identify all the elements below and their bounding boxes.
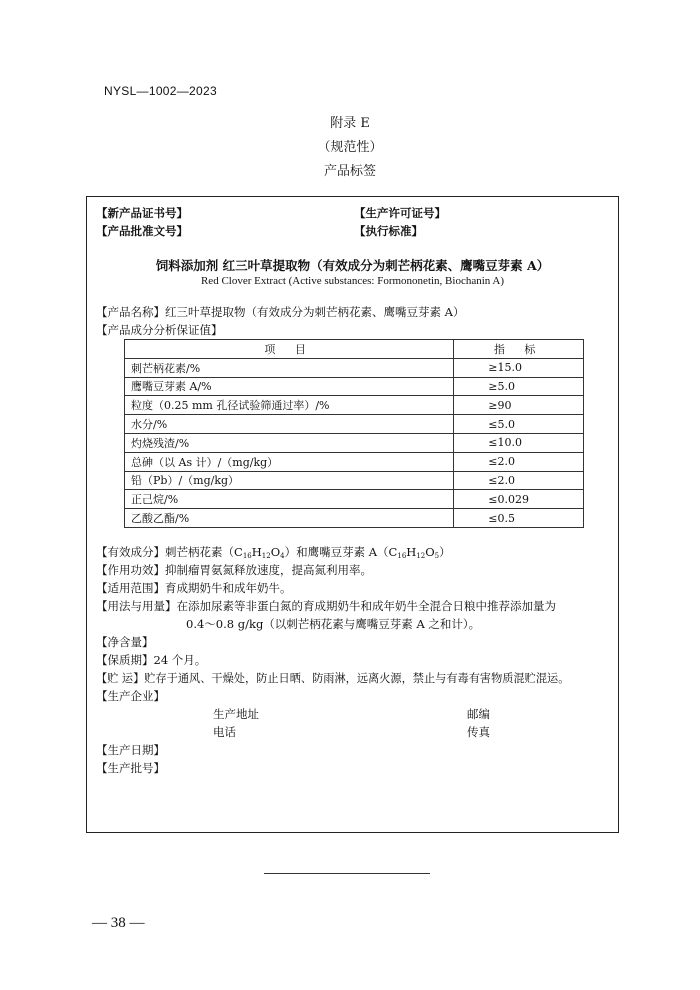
usage-row-continued: 0.4～0.8 g/kg（以刺芒柄花素与鹰嘴豆芽素 A 之和计）。 — [186, 617, 481, 631]
table-cell-item: 总砷（以 As 计）/（mg/kg） — [125, 452, 454, 471]
postcode-label: 邮编 — [467, 707, 490, 721]
appendix-title: 附录 E — [330, 116, 370, 131]
table-cell-item: 正己烷/% — [125, 490, 454, 509]
document-number: NYSL—1002—2023 — [104, 84, 217, 98]
table-cell-item: 铅（Pb）/（mg/kg） — [125, 471, 454, 490]
table-cell-item: 粒度（0.25 mm 孔径试验筛通过率）/% — [125, 396, 454, 415]
table-row — [125, 471, 584, 490]
table-row — [125, 433, 584, 452]
table-header-spec: 指 标 — [454, 340, 584, 359]
production-date-row: 【生产日期】 — [96, 743, 165, 757]
phone-label: 电话 — [213, 725, 236, 739]
table-cell-item: 灼烧残渣/% — [125, 433, 454, 452]
field-standard: 【执行标准】 — [354, 224, 423, 238]
table-cell-value: ≤2.0 — [454, 471, 584, 490]
table-row — [125, 396, 584, 415]
table-cell-item: 鹰嘴豆芽素 A/% — [125, 377, 454, 396]
table-cell-item: 乙酸乙酯/% — [125, 509, 454, 528]
analysis-heading: 【产品成分分析保证值】 — [96, 323, 223, 337]
table-cell-value: ≤2.0 — [454, 452, 584, 471]
table-header-row — [125, 340, 584, 359]
net-content-row: 【净含量】 — [96, 635, 154, 649]
table-cell-item: 刺芒柄花素/% — [125, 358, 454, 377]
table-cell-value: ≤10.0 — [454, 433, 584, 452]
product-name-row: 【产品名称】红三叶草提取物（有效成分为刺芒柄花素、鹰嘴豆芽素 A） — [96, 305, 465, 319]
table-row — [125, 490, 584, 509]
table-cell-value: ≤0.5 — [454, 509, 584, 528]
table-cell-value: ≤0.029 — [454, 490, 584, 509]
table-cell-value: ≥15.0 — [454, 358, 584, 377]
table-row — [125, 452, 584, 471]
table-row — [125, 509, 584, 528]
table-header-item: 项 目 — [125, 340, 454, 359]
active-ingredients-row: 【有效成分】刺芒柄花素$(C_{16}H_{12}O_4)$和鹰嘴豆芽素 $A(C_{16}H_{12}O_5)$ — [96, 545, 451, 560]
batch-number-row: 【生产批号】 — [96, 761, 165, 775]
function-row: 【作用功效】抑制瘤胃氨氮释放速度，提高氮利用率。 — [96, 563, 372, 577]
storage-row: 【贮 运】贮存于通风、干燥处，防止日晒、防雨淋，远离火源，禁止与有毒有害物质混贮混运。 — [96, 672, 570, 685]
table-cell-item: 水分/% — [125, 415, 454, 434]
manufacturer-row: 【生产企业】 — [96, 689, 165, 703]
usage-row: 【用法与用量】在添加尿素等非蛋白氮的育成期奶牛和成年奶牛全混合日粮中推荐添加量为 — [96, 599, 556, 613]
appendix-subtitle: 产品标签 — [323, 164, 376, 179]
field-new-product-cert: 【新产品证书号】 — [96, 206, 188, 220]
table-row — [125, 415, 584, 434]
product-title-en: Red Clover Extract (Active substances: Formononetin, Biochanin A) — [200, 275, 505, 287]
field-approval-no: 【产品批准文号】 — [96, 224, 188, 238]
table-row — [125, 358, 584, 377]
table-row — [125, 377, 584, 396]
shelf-life-row: 【保质期】24 个月。 — [96, 653, 207, 667]
analysis-table — [124, 339, 584, 528]
field-production-license: 【生产许可证号】 — [354, 206, 446, 220]
scope-row: 【适用范围】育成期奶牛和成年奶牛。 — [96, 581, 292, 595]
product-title-cn: 饲料添加剂 红三叶草提取物（有效成分为刺芒柄花素、鹰嘴豆芽素 A） — [155, 258, 550, 273]
appendix-type: （规范性） — [317, 140, 383, 155]
fax-label: 传真 — [467, 725, 490, 739]
table-cell-value: ≥5.0 — [454, 377, 584, 396]
table-cell-value: ≥90 — [454, 396, 584, 415]
address-label: 生产地址 — [213, 707, 259, 721]
table-cell-value: ≤5.0 — [454, 415, 584, 434]
page-number: — 38 — — [92, 915, 145, 931]
footer-divider — [264, 873, 430, 874]
